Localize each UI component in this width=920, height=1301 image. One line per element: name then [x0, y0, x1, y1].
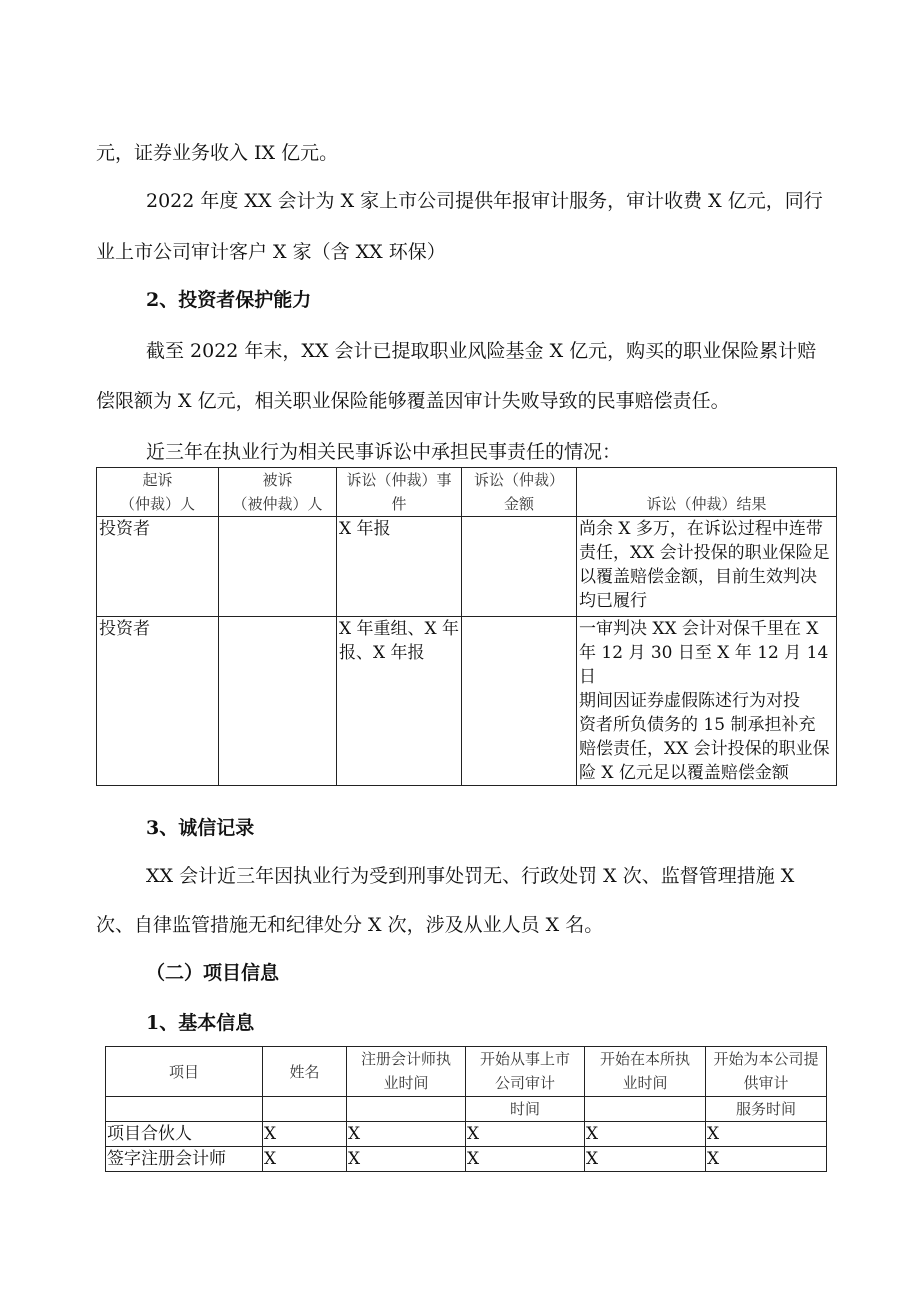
- header-item: 项目: [106, 1047, 263, 1097]
- cell-line: 赔偿责任，XX 会计投保的职业保: [579, 739, 830, 759]
- table-row: [106, 1122, 827, 1147]
- header-text: 诉讼（仲裁）结果: [646, 495, 767, 513]
- cell-event: [337, 517, 462, 617]
- header-text: 注册会计师执: [360, 1050, 451, 1068]
- cell-line: 险 X 亿元足以覆盖赔偿金额: [579, 763, 789, 783]
- header-blank: [106, 1097, 263, 1122]
- paragraph-penalties-line2: 次、自律监管措施无和纪律处分 X 次，涉及从业人员 X 名。: [96, 914, 604, 936]
- cell-role: 项目合伙人: [106, 1122, 263, 1147]
- cell-line: 一审判决 XX 会计对保千里在 X: [579, 619, 819, 639]
- paragraph-penalties-line1: XX 会计近三年因执业行为受到刑事处罚无、行政处罚 X 次、监督管理措施 X: [146, 865, 795, 887]
- cell-line: 报、X 年报: [339, 643, 425, 663]
- paragraph-risk-fund-line2: 偿限额为 X 亿元，相关职业保险能够覆盖因审计失败导致的民事赔偿责任。: [96, 390, 730, 412]
- heading-basic-info: 1、基本信息: [146, 1012, 255, 1034]
- cell-line: 责任，XX 会计投保的职业保险足: [579, 543, 830, 563]
- header-text: 件: [391, 495, 407, 513]
- header-result: [577, 468, 837, 517]
- cell-result: [577, 617, 837, 786]
- cell-value: X: [706, 1122, 827, 1147]
- cell-line: 均已履行: [579, 591, 647, 611]
- cell-defendant: [219, 517, 337, 617]
- project-info-table: [105, 1046, 827, 1172]
- paragraph-income-tail: 元，证券业务收入 IX 亿元。: [96, 142, 339, 164]
- info-table-header: [106, 1047, 827, 1097]
- header-company-audit-start: [706, 1047, 827, 1097]
- header-text: （被仲裁）人: [232, 495, 323, 513]
- cell-plaintiff: 投资者: [97, 517, 219, 617]
- cell-defendant: [219, 617, 337, 786]
- cell-line: X 年报: [339, 519, 391, 539]
- cell-plaintiff: 投资者: [97, 617, 219, 786]
- header-blank: [585, 1097, 706, 1122]
- cell-line: 以覆盖赔偿金额，目前生效判决: [579, 567, 817, 587]
- header-company-audit-start-cont: 服务时间: [706, 1097, 827, 1122]
- header-text: （仲裁）人: [119, 495, 195, 513]
- cell-line: 资者所负债务的 15 制承担补充: [579, 715, 816, 735]
- cell-value: X: [263, 1147, 347, 1172]
- lawsuit-table: [96, 467, 837, 786]
- table-row: [97, 517, 837, 617]
- cell-event: [337, 617, 462, 786]
- cell-value: X: [466, 1122, 585, 1147]
- header-text: 开始为本公司提: [713, 1050, 819, 1068]
- cell-value: X: [706, 1147, 827, 1172]
- header-name: 姓名: [263, 1047, 347, 1097]
- cell-value: X: [347, 1122, 466, 1147]
- header-listed-audit-start-cont: 时间: [466, 1097, 585, 1122]
- cell-line: 尚余 X 多万，在诉讼过程中连带: [579, 519, 823, 539]
- cell-value: X: [263, 1122, 347, 1147]
- header-text: 供审计: [743, 1074, 789, 1092]
- table-row: [97, 617, 837, 786]
- header-text: 金额: [503, 495, 534, 513]
- cell-value: X: [347, 1147, 466, 1172]
- cell-line: 期间因证券虚假陈述行为对投: [579, 691, 800, 711]
- header-blank: [263, 1097, 347, 1122]
- cell-line: 年 12 月 30 日至 X 年 12 月 14 日: [579, 643, 829, 687]
- header-text: 开始从事上市: [479, 1050, 570, 1068]
- header-defendant: [219, 468, 337, 517]
- header-text: 公司审计: [494, 1074, 555, 1092]
- heading-integrity-record: 3、诚信记录: [146, 817, 255, 839]
- header-text: 起诉: [142, 471, 173, 489]
- cell-amount: [462, 617, 577, 786]
- cell-amount: [462, 517, 577, 617]
- header-text: 被诉: [262, 471, 293, 489]
- cell-role: 签字注册会计师: [106, 1147, 263, 1172]
- header-blank: [347, 1097, 466, 1122]
- paragraph-lawsuit-intro: 近三年在执业行为相关民事诉讼中承担民事责任的情况：: [146, 441, 622, 463]
- header-text: 诉讼（仲裁）事: [346, 471, 452, 489]
- header-cpa-practice-time: [347, 1047, 466, 1097]
- cell-value: X: [466, 1147, 585, 1172]
- info-table-header-continued: [106, 1097, 827, 1122]
- paragraph-audit-line2: 业上市公司审计客户 X 家（含 XX 环保）: [96, 241, 446, 263]
- header-listed-audit-start: [466, 1047, 585, 1097]
- header-text: 开始在本所执: [599, 1050, 690, 1068]
- header-text: 业时间: [383, 1074, 429, 1092]
- header-text: 业时间: [622, 1074, 668, 1092]
- header-amount: [462, 468, 577, 517]
- paragraph-risk-fund-line1: 截至 2022 年末，XX 会计已提取职业风险基金 X 亿元，购买的职业保险累计赔: [146, 340, 817, 362]
- cell-value: X: [585, 1147, 706, 1172]
- table-row: [106, 1147, 827, 1172]
- header-text: 诉讼（仲裁）: [473, 471, 564, 489]
- heading-project-info: （二）项目信息: [146, 962, 280, 984]
- cell-result: [577, 517, 837, 617]
- paragraph-audit-line1: 2022 年度 XX 会计为 X 家上市公司提供年报审计服务，审计收费 X 亿元，同行: [146, 190, 823, 212]
- heading-investor-protection: 2、投资者保护能力: [146, 289, 312, 311]
- header-plaintiff: [97, 468, 219, 517]
- cell-value: X: [585, 1122, 706, 1147]
- cell-line: X 年重组、X 年: [339, 619, 460, 639]
- lawsuit-table-header: [97, 468, 837, 517]
- header-event: [337, 468, 462, 517]
- header-firm-practice-start: [585, 1047, 706, 1097]
